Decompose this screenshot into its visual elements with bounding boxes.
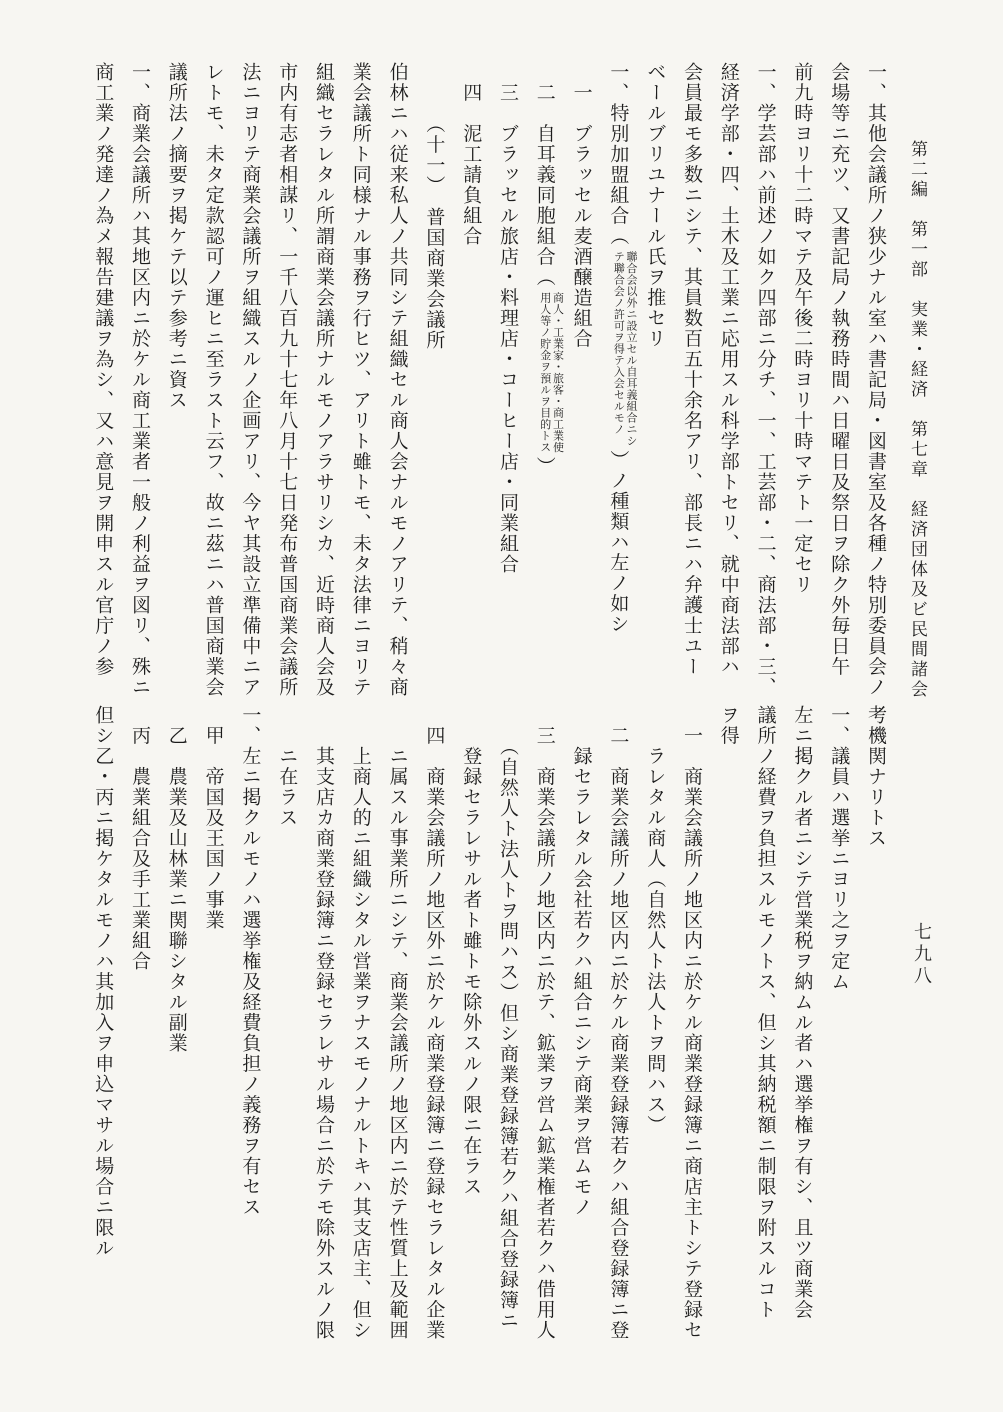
warichu-line: 聯合会以外ニ設立セル自耳義組合ニシ xyxy=(625,250,639,446)
lower-line: 二 商業会議所ノ地区内ニ於ケル商業登録簿若クハ組合登録簿ニ登 xyxy=(607,705,630,1341)
warichu-line: 商人・工業家・旅客・商工業使 xyxy=(551,291,565,453)
lower-line: ラレタル商人（自然人ト法人トヲ問ハス） xyxy=(644,705,667,1136)
upper-line: 一、商業会議所ハ其地区内ニ於ケル商工業者一般ノ利益ヲ図リ、殊ニ xyxy=(129,62,151,698)
upper-line: 市内有志者相謀リ、一千八百九十七年八月十七日発布普国商業会議所 xyxy=(276,62,299,698)
upper-line: 会場等ニ充ツ、又書記局ノ執務時間ハ日曜日及祭日ヲ除ク外毎日午 xyxy=(828,62,851,677)
lower-line: 一 商業会議所ノ地区内ニ於ケル商業登録簿ニ商店主トシテ登録セ xyxy=(681,705,703,1341)
lower-line: 録セラレタル会社若クハ組合ニシテ商業ヲ営ムモノ xyxy=(570,705,593,1218)
upper-line: 組織セラレタル所謂商業会議所ナルモノアラサリシカ、近時商人会及 xyxy=(313,62,335,698)
line-text: ノ種類ハ左ノ如シ xyxy=(607,470,630,635)
line-text: 二 自耳義同胞組合 xyxy=(533,62,556,267)
lower-line: 甲 帝国及王国ノ事業 xyxy=(202,705,225,931)
upper-line xyxy=(608,62,637,635)
lower-line: 一、議員ハ選挙ニヨリ之ヲ定ム xyxy=(828,705,851,992)
upper-line: 三 ブラッセル旅店・料理店・コーヒー店・同業組合 xyxy=(497,62,519,575)
lower-line: （自然人ト法人トヲ問ハス）但シ商業登録簿若クハ組合登録簿ニ xyxy=(497,705,519,1331)
upper-line: 前九時ヨリ十二時マテ及午後二時ヨリ十時マテト一定セリ xyxy=(791,62,814,595)
upper-line xyxy=(535,62,564,477)
upper-line: 法ニヨリテ商業会議所ヲ組織スルノ企画アリ、今ヤ其設立準備中ニア xyxy=(239,62,262,698)
lower-line: 三 商業会議所ノ地区内ニ於テ、鉱業ヲ営ム鉱業権者若クハ借用人 xyxy=(533,705,556,1341)
page-number: 七九八 xyxy=(911,922,932,988)
lower-line: 丙 農業組合及手工業組合 xyxy=(129,705,151,972)
upper-line: 一、学芸部ハ前述ノ如ク四部ニ分チ、一、工芸部・二、商法部・三、 xyxy=(754,62,777,698)
lower-line: ヲ得 xyxy=(717,705,740,746)
running-header: 第二編 第一部 実業・経済 第七章 経済団体及ビ民間諸会 xyxy=(907,140,927,700)
lower-line: 但シ乙・丙ニ掲ケタルモノハ其加入ヲ申込マサル場合ニ限ル xyxy=(92,705,115,1259)
upper-line: 伯林ニハ従来私人ノ共同シテ組織セル商人会ナルモノアリテ、稍々商 xyxy=(386,62,409,698)
lower-line: 左ニ掲クル者ニシテ営業税ヲ納ムル者ハ選挙権ヲ有シ、且ツ商業会 xyxy=(791,705,814,1320)
lower-line: 乙 農業及山林業ニ関聯シタル副業 xyxy=(165,705,188,1054)
upper-line: （十一） 普国商業会議所 xyxy=(423,62,446,351)
lower-line: 登録セラレサル者ト雖トモ除外スルノ限ニ在ラス xyxy=(460,705,483,1197)
warichu-note xyxy=(612,251,637,447)
lower-line: 考機関ナリトス xyxy=(865,705,887,849)
upper-line: 議所法ノ摘要ヲ掲ケテ以テ参考ニ資ス xyxy=(165,62,188,411)
line-text: 一、特別加盟組合 xyxy=(607,62,630,226)
warichu-line: 用人等ノ貯金ヲ預ルヲ目的トス xyxy=(538,291,552,453)
warichu-line: テ聯合会ノ許可ヲ得テ入会セルモノ xyxy=(612,250,626,435)
upper-line: ベールブリユナール氏ヲ推セリ xyxy=(644,62,667,349)
lower-line: ニ属スル事業所ニシテ、商業会議所ノ地区内ニ於テ性質上及範囲 xyxy=(386,705,409,1341)
upper-line: 会員最モ多数ニシテ、其員数百五十余名アリ、部長ニハ弁護士ユー xyxy=(681,62,703,677)
lower-line: 四 商業会議所ノ地区外ニ於ケル商業登録簿ニ登録セラレタル企業 xyxy=(423,705,446,1341)
upper-line: 一、其他会議所ノ狭少ナル室ハ書記局・図書室及各種ノ特別委員会ノ xyxy=(865,62,887,698)
warichu-note xyxy=(538,292,563,453)
upper-line: 経済学部・四、土木及工業ニ応用スル科学部トセリ、就中商法部ハ xyxy=(717,62,740,677)
upper-line: レトモ、未タ定款認可ノ運ヒニ至ラスト云フ、故ニ茲ニハ普国商業会 xyxy=(202,62,225,698)
lower-line: 一、左ニ掲クルモノハ選挙権及経費負担ノ義務ヲ有セス xyxy=(239,705,262,1218)
lower-line: ニ在ラス xyxy=(276,705,299,828)
open-bracket: （ xyxy=(607,226,630,247)
close-bracket: ） xyxy=(607,450,630,471)
lower-line: 上商人的ニ組織シタル営業ヲナスモノナルトキハ其支店主、但シ xyxy=(349,705,372,1341)
lower-line: 議所ノ経費ヲ負担スルモノトス、但シ其納税額ニ制限ヲ附スルコト xyxy=(754,705,777,1320)
upper-line: 四 泥工請負組合 xyxy=(460,62,483,247)
upper-line: 商工業ノ発達ノ為メ報告建議ヲ為シ、又ハ意見ヲ開申スル官庁ノ参 xyxy=(92,62,115,677)
lower-line: 其支店カ商業登録簿ニ登録セラレサル場合ニ於テモ除外スルノ限 xyxy=(313,705,335,1341)
open-bracket: （ xyxy=(533,267,556,288)
close-bracket: ） xyxy=(533,456,556,477)
upper-line: 業会議所ト同様ナル事務ヲ行ヒツ、アリト雖トモ、未タ法律ニヨリテ xyxy=(349,62,372,698)
upper-line: 一 ブラッセル麦酒醸造組合 xyxy=(570,62,593,349)
